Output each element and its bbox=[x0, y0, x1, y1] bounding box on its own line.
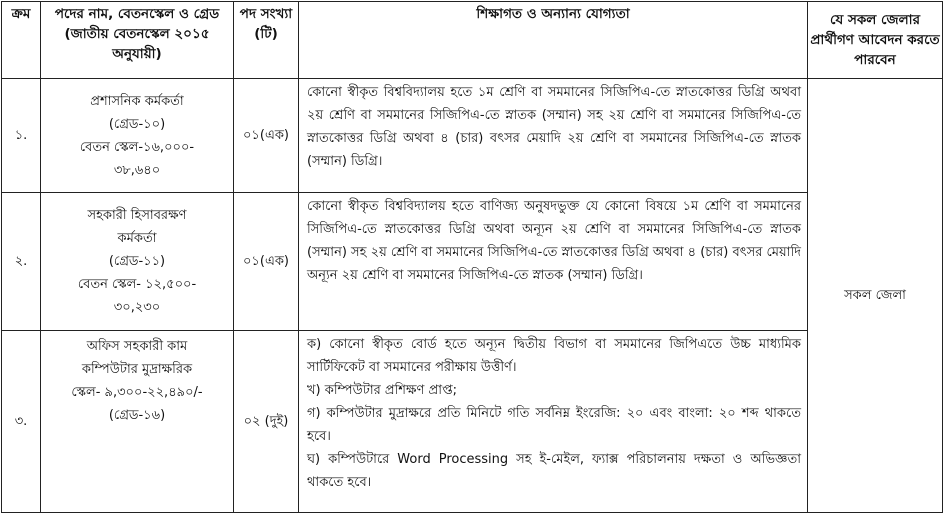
row-serial: ২. bbox=[2, 193, 41, 331]
qualification-item: ক) কোনো স্বীকৃত বোর্ড হতে অন্যূন দ্বিতীয় বিভাগ বা সমমানের জিপিএতে উচ্চ মাধ্যমিক সার্টিফিকেট বা সমমানের পরীক্ষায় উত্তীর্ণ। bbox=[307, 337, 801, 375]
post-line: প্রশাসনিক কর্মকর্তা bbox=[90, 93, 184, 109]
post-line: অফিস সহকারী কাম bbox=[86, 339, 188, 354]
post-line: কর্মকর্তা bbox=[117, 231, 157, 246]
header-qualification: শিক্ষাগত ও অন্যান্য যোগ্যতা bbox=[299, 2, 808, 79]
row-qualification bbox=[299, 193, 808, 331]
header-row bbox=[2, 2, 943, 79]
qualification-item: গ) কম্পিউটার মুদ্রাক্ষরে প্রতি মিনিটে গতি সর্বনিম্ন ইংরেজি: ২০ এবং বাংলা: ২০ শব্দ থাকতে হবে। bbox=[307, 406, 801, 444]
row-post bbox=[41, 193, 234, 331]
row-count: ০১(এক) bbox=[234, 79, 299, 193]
post-line: কম্পিউটার মুদ্রাক্ষরিক bbox=[81, 362, 193, 377]
qualification-text: কোনো স্বীকৃত বিশ্ববিদ্যালয় হতে ১ম শ্রেণি বা সমমানের সিজিপিএ-তে স্নাতকোত্তর ডিগ্রি অথবা ২য় শ্রেণি বা সমমানের সিজিপিএ-তে স্নাতক (সম্মান) সহ ২য় শ্রেণি বা সমমানের সিজিপিএ-তে স্নাতকোত্তর ডিগ্রি অথবা ৪ (চার) বৎসর মেয়াদি ২য় শ্রেণি বা সমমানের সিজিপিএ-তে স্নাতক (সম্মান) ডিগ্রি। bbox=[307, 85, 801, 169]
qualification-text: কোনো স্বীকৃত বিশ্ববিদ্যালয় হতে বাণিজ্য অনুষদভুক্ত যে কোনো বিষয়ে ১ম শ্রেণি বা সমমানের সিজিপিএ-তে স্নাতকোত্তর ডিগ্রি অথবা অন্যূন ২য় শ্রেণি বা সমমানের সিজিপিএ-তে স্নাতক (সম্মান) সহ ২য় শ্রেণি বা সমমানের সিজিপিএ-তে স্নাতকোত্তর ডিগ্রি অথবা ৪ (চার) বৎসর মেয়াদি অন্যূন ২য় শ্রেণি বা সমমানের সিজিপিএ-তে স্নাতক (সম্মান) ডিগ্রি। bbox=[307, 199, 801, 283]
post-line: (গ্রেড-১১) bbox=[108, 254, 166, 269]
post-line: (গ্রেড-১৬) bbox=[108, 408, 166, 423]
post-line: স্কেল- ৯,৩০০-২২,৪৯০/- bbox=[71, 385, 203, 400]
post-line: সহকারী হিসাবরক্ষণ bbox=[87, 208, 187, 223]
post-line: (গ্রেড-১০) bbox=[108, 116, 166, 132]
post-line: বেতন স্কেল-১৬,০০০- bbox=[79, 139, 195, 155]
row-serial: ৩. bbox=[2, 331, 41, 513]
row-qualification bbox=[299, 331, 808, 513]
qualification-item: খ) কম্পিউটার প্রশিক্ষণ প্রাপ্ত; bbox=[307, 383, 458, 398]
table-row bbox=[2, 193, 943, 331]
row-qualification bbox=[299, 79, 808, 193]
header-post: পদের নাম, বেতনস্কেল ও গ্রেড (জাতীয় বেতনস্কেল ২০১৫ অনুযায়ী) bbox=[41, 2, 234, 79]
recruitment-table bbox=[1, 1, 943, 513]
table-row bbox=[2, 331, 943, 513]
table-row bbox=[2, 79, 943, 193]
header-serial: ক্রম bbox=[2, 2, 41, 79]
district-cell: সকল জেলা bbox=[808, 79, 943, 513]
header-count: পদ সংখ্যা (টি) bbox=[234, 2, 299, 79]
row-count: ০১(এক) bbox=[234, 193, 299, 331]
row-count: ০২ (দুই) bbox=[234, 331, 299, 513]
qualification-item: ঘ) কম্পিউটারে Word Processing সহ ই-মেইল, ফ্যাক্স পরিচালনায় দক্ষতা ও অভিজ্ঞতা থাকতে হবে। bbox=[307, 452, 801, 490]
header-district: যে সকল জেলার প্রার্থীগণ আবেদন করতে পারবেন bbox=[808, 2, 943, 79]
post-line: ৩৮,৬৪০ bbox=[113, 162, 161, 178]
row-post bbox=[41, 79, 234, 193]
row-post bbox=[41, 331, 234, 513]
post-line: বেতন স্কেল- ১২,৫০০- bbox=[77, 277, 197, 292]
row-serial: ১. bbox=[2, 79, 41, 193]
post-line: ৩০,২৩০ bbox=[113, 300, 161, 315]
